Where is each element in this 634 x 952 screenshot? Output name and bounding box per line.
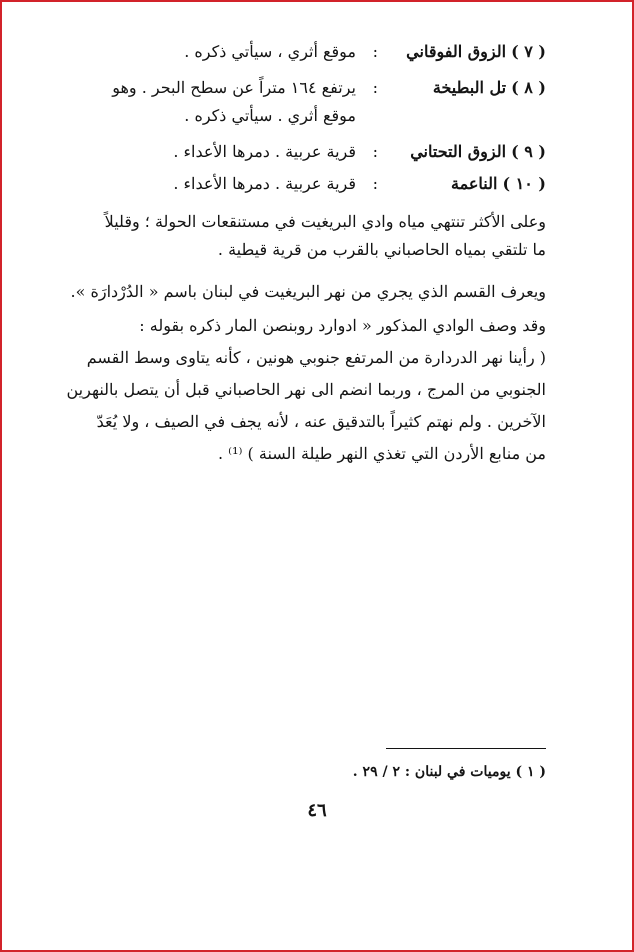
entry-term: الزوق التحتاني [410,142,507,161]
entry-term: الناعمة [451,174,498,193]
entry-number: ( ٩ ) [511,142,546,161]
footnote: ( ١ ) يوميات في لبنان : ٢ / ٢٩ . [352,764,546,780]
entry-number: ( ٧ ) [511,42,546,61]
entry-description: يرتفع ١٦٤ متراً عن سطح البحر . وهو [112,78,356,97]
paragraph-1-line-2: ما تلتقي بمياه الحاصباني بالقرب من قرية قيطية . [217,240,546,259]
paragraph-3-line-1: وقد وصف الوادي المذكور « ادوارد روبنصن المار ذكره بقوله : [139,316,546,335]
entry-8 [60,76,546,100]
paragraph-3-line-5: من منابع الأردن التي تغذي النهر طيلة السنة ) ⁽¹⁾ . [217,444,546,463]
entry-7 [184,40,546,64]
entry-term: تل البطيخة [432,78,507,97]
entry-colon: : [372,174,378,193]
entry-term: الزوق الفوقاني [406,42,507,61]
entry-description: موقع أثري ، سيأتي ذكره . [184,42,356,61]
paragraph-3-line-2: ( رأينا نهر الدردارة من المرتفع جنوبي هونين ، كأنه يتاوى وسط القسم [86,348,546,367]
entry-10 [173,172,546,196]
entry-colon: : [372,142,378,161]
entry-colon: : [372,78,378,97]
paragraph-3-line-3: الجنوبي من المرج ، وربما انضم الى نهر الحاصباني قبل أن يتصل بالنهرين [66,380,546,399]
entry-description: قرية عربية . دمرها الأعداء . [173,174,356,193]
entry-colon: : [372,42,378,61]
entry-8-continuation: موقع أثري . سيأتي ذكره . [184,106,356,125]
entry-description: قرية عربية . دمرها الأعداء . [173,142,356,161]
paragraph-3-line-4: الآخرين . ولم نهتم كثيراً بالتدقيق عنه ، لأنه يجف في الصيف ، ولا يُعَدّ [96,412,546,431]
paragraph-1-line-1: وعلى الأكثر تنتهي مياه وادي البريغيت في مستنقعات الحولة ؛ وقليلاً [104,212,546,231]
paragraph-2-line-1: ويعرف القسم الذي يجري من نهر البريغيت في لبنان باسم « الدُرْدارَة ». [70,282,546,301]
footnote-separator [386,748,546,749]
entry-number: ( ٨ ) [511,78,546,97]
page-number: ٤٦ [307,800,327,821]
entry-9 [173,140,546,164]
entry-number: ( ١٠ ) [502,174,546,193]
